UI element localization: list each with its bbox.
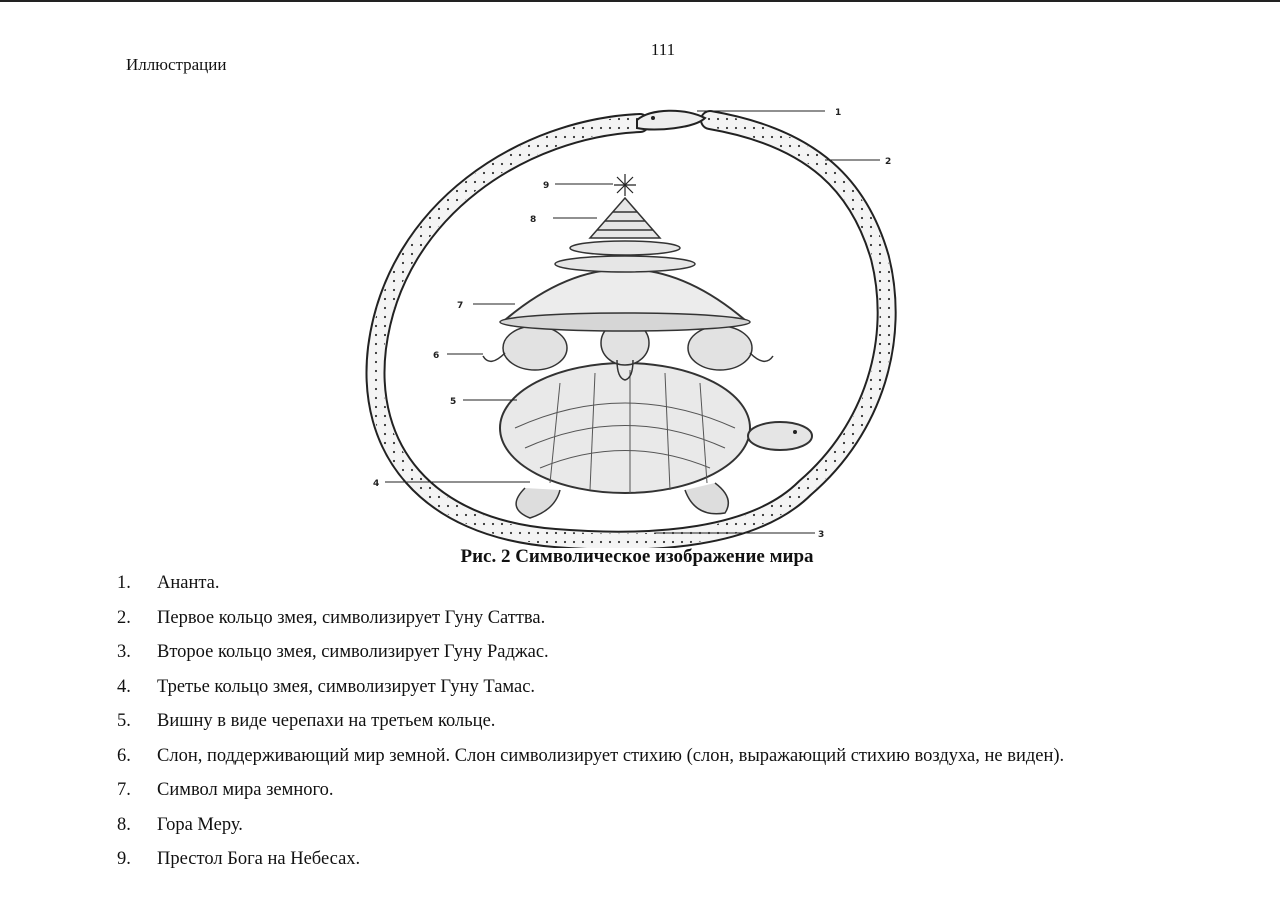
legend-text: Гора Меру. [157,814,243,835]
callout-5: 5 [450,397,457,407]
callout-2: 2 [885,157,892,167]
legend-text: Третье кольцо змея, символизирует Гуну Тамас. [157,676,536,697]
legend-item [117,776,1064,811]
callout-4: 4 [373,479,380,489]
legend-item [117,673,1064,708]
serpent-head [637,111,705,130]
legend-number: 8. [117,814,131,835]
section-header: Иллюстрации [126,55,227,74]
callout-1: 1 [835,108,842,118]
page-number: 111 [650,40,676,59]
callout-8: 8 [530,215,537,225]
world-illustration [355,98,915,548]
legend-number: 1. [117,573,131,593]
legend-item [117,707,1064,742]
legend-number: 3. [117,642,131,662]
legend-number: 5. [117,711,131,731]
callout-6: 6 [433,351,440,361]
legend-number: 4. [117,676,131,697]
legend-number: 7. [117,780,131,800]
legend-number: 9. [117,849,131,869]
legend-item [117,811,1064,846]
top-rule [0,0,1280,2]
legend-item [117,604,1064,639]
legend-text: Первое кольцо змея, символизирует Гуну Саттва. [157,607,546,628]
legend-number: 6. [117,745,131,766]
callout-3: 3 [818,530,825,540]
legend-item [117,845,1064,880]
throne-star [614,174,636,196]
world-illustration-drawing [355,98,915,548]
legend-text: Символ мира земного. [157,780,334,800]
legend-item [117,569,1064,604]
legend-number: 2. [117,607,131,628]
legend-text: Ананта. [157,573,220,593]
turtle-head [748,422,812,450]
callout-9: 9 [543,181,550,191]
legend-text: Вишну в виде черепахи на третьем кольце. [157,711,496,731]
legend-item [117,742,1064,777]
figure-caption: Рис. 2 Символическое изображение мира [460,546,814,567]
turtle-shell [500,363,750,493]
mount-meru [555,198,695,272]
legend-text: Престол Бога на Небесах. [157,849,361,869]
callout-7: 7 [457,301,464,311]
legend-item [117,638,1064,673]
legend-list [117,569,1064,880]
legend-text: Слон, поддерживающий мир земной. Слон символизирует стихию (слон, выражающий стихию воздуха, не виден). [157,745,1065,766]
legend-text: Второе кольцо змея, символизирует Гуну Раджас. [157,642,549,662]
